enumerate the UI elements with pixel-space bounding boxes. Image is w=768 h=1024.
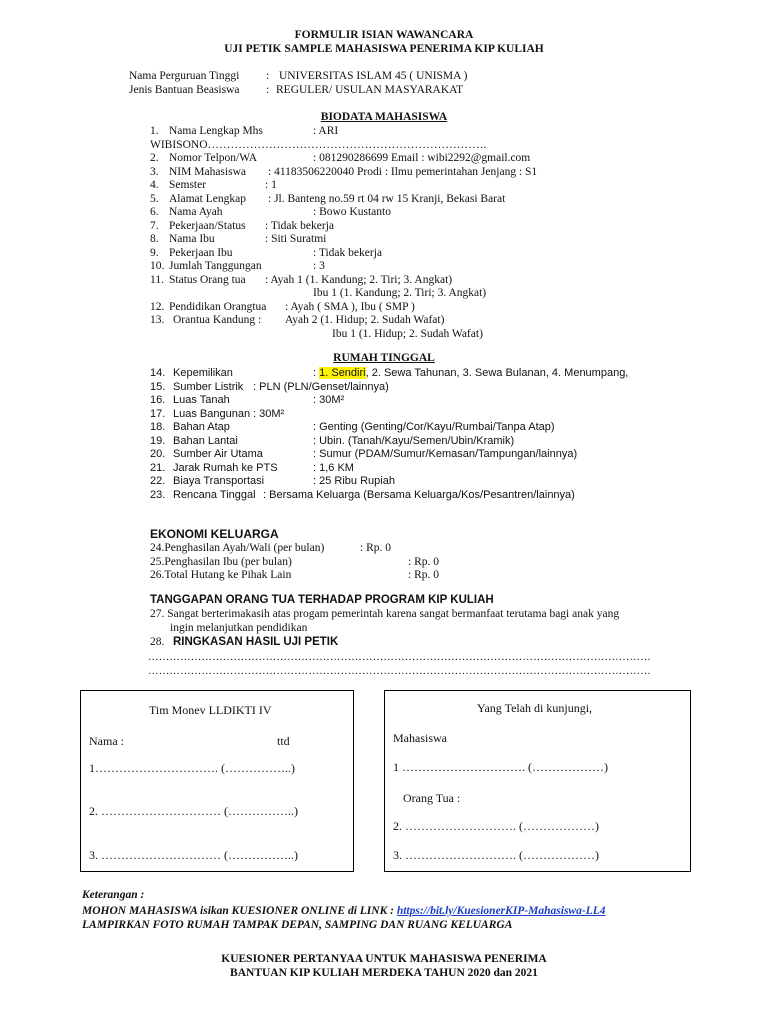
institution-label: Nama Perguruan Tinggi [129, 70, 240, 82]
biodata-label: Semster [169, 179, 207, 191]
biodata-label: Nama Ibu [169, 233, 215, 245]
rumah-label: Kepemilikan [173, 367, 233, 379]
tanggapan-27: 27. Sangat berterimakasih atas progam pemerintah karena sangat bermanfaat terutama bagi anak yang [150, 608, 620, 620]
rumah-value: : Ubin. (Tanah/Kayu/Semen/Ubin/Kramik) [313, 434, 515, 447]
ekonomi-24-label: 24.Penghasilan Ayah/Wali (per bulan) [150, 542, 325, 554]
biodata-num: 2. [150, 152, 159, 164]
visited-line-1: 1 …………………………. (………………) [393, 760, 608, 774]
rumah-num: 19. [150, 434, 166, 447]
rumah-label: Rencana Tinggal [173, 488, 256, 501]
biodata-value: : Bowo Kustanto [313, 206, 391, 218]
ekonomi-25-label: 25.Penghasilan Ibu (per bulan) [150, 556, 292, 568]
biodata-label: Pekerjaan/Status [169, 219, 246, 232]
biodata-label: Pekerjaan Ibu [169, 246, 233, 259]
monev-line-2: 2. ………………………… (……………..) [89, 804, 298, 818]
tanggapan-heading: TANGGAPAN ORANG TUA TERHADAP PROGRAM KIP KULIAH [150, 594, 494, 606]
form-subtitle: UJI PETIK SAMPLE MAHASISWA PENERIMA KIP KULIAH [224, 43, 544, 55]
biodata-label: Pendidikan Orangtua [169, 300, 267, 313]
institution-sep: : [266, 70, 270, 82]
rumah-num: 23. [150, 488, 166, 501]
biodata-num: 8. [150, 233, 159, 245]
mohon-line [82, 904, 605, 918]
rumah-num: 14. [150, 367, 166, 379]
tanggapan-27b: ingin melanjutkan pendidikan [170, 622, 308, 634]
biodata-num: 5. [150, 192, 159, 205]
rumah-label: Jarak Rumah ke PTS [173, 461, 278, 474]
ringkasan-dots-2: …………………………………………………………………………………………………………………………… [148, 666, 651, 677]
visited-ortu-label: Orang Tua : [403, 791, 461, 805]
ekonomi-26-label: 26.Total Hutang ke Pihak Lain [150, 569, 292, 581]
rumah-value: : Bersama Keluarga (Bersama Keluarga/Kos/Pesantren/lainnya) [263, 488, 575, 501]
rumah-label: Sumber Air Utama [173, 448, 263, 460]
rumah-num: 17. [150, 407, 166, 420]
bottom-title-1: KUESIONER PERTANYAA UNTUK MAHASISWA PENERIMA [221, 953, 547, 965]
monev-title: Tim Monev LLDIKTI IV [149, 703, 272, 717]
ekonomi-heading: EKONOMI KELUARGA [150, 527, 279, 541]
rumah-label: Bahan Lantai [173, 434, 238, 447]
monev-ttd-label: ttd [277, 734, 290, 748]
biodata-num: 9. [150, 246, 159, 259]
biodata-label: Status Orang tua [169, 273, 246, 286]
biodata-value: : Ayah ( SMA ), Ibu ( SMP ) [285, 300, 415, 313]
ekonomi-26-value: : Rp. 0 [408, 569, 439, 581]
bottom-title-2: BANTUAN KIP KULIAH MERDEKA TAHUN 2020 dan 2021 [230, 967, 538, 979]
mohon-text: MOHON MAHASISWA isikan KUESIONER ONLINE di LINK : [82, 905, 397, 917]
scholarship-value: REGULER/ USULAN MASYARAKAT [276, 84, 464, 96]
rumah-label: Biaya Transportasi [173, 475, 265, 487]
visited-mahasiswa-label: Mahasiswa [393, 731, 447, 745]
biodata-label: Orantua Kandung : [173, 314, 262, 326]
biodata-label: WIBISONO………………………………………………………………. [150, 138, 487, 151]
biodata-num: 1. [150, 125, 159, 137]
biodata-value: : Jl. Banteng no.59 rt 04 rw 15 Kranji, Bekasi Barat [268, 192, 506, 205]
scholarship-sep: : [266, 84, 270, 96]
biodata-num: 6. [150, 206, 159, 218]
rumah-value: : 25 Ribu Rupiah [313, 475, 395, 487]
kuesioner-link[interactable]: https://bit.ly/KuesionerKIP-Mahasiswa-LL4 [396, 905, 606, 917]
ringkasan-heading: RINGKASAN HASIL UJI PETIK [173, 636, 339, 648]
rumah-num: 16. [150, 394, 166, 406]
biodata-value: : 41183506220040 Prodi : Ilmu pemerintahan Jenjang : S1 [268, 165, 538, 178]
scholarship-label: Jenis Bantuan Beasiswa [129, 84, 240, 96]
biodata-value: : Ayah 1 (1. Kandung; 2. Tiri; 3. Angkat) [265, 273, 453, 286]
monev-nama-label: Nama : [89, 734, 124, 748]
rumah-label: Sumber Listrik [173, 380, 244, 393]
lampirkan-text: LAMPIRKAN FOTO RUMAH TAMPAK DEPAN, SAMPING DAN RUANG KELUARGA [82, 919, 513, 931]
biodata-label: Nama Ayah [169, 206, 223, 218]
selected-option-highlight: 1. Sendiri [319, 367, 366, 379]
biodata-label: Alamat Lengkap [169, 192, 246, 205]
monev-line-1: 1…………………………. (……………..) [89, 761, 295, 775]
rumah-label: Bahan Atap [173, 421, 230, 433]
rumah-value: : Genting (Genting/Cor/Kayu/Rumbai/Tanpa Atap) [313, 421, 555, 433]
keterangan-label: Keterangan : [82, 889, 145, 901]
biodata-value: : 3 [313, 260, 325, 272]
rumah-value-rest: , 2. Sewa Tahunan, 3. Sewa Bulanan, 4. Menumpang, [365, 367, 629, 379]
biodata-heading: BIODATA MAHASISWA [320, 111, 448, 123]
rumah-num: 22. [150, 475, 166, 487]
biodata-value: Ayah 2 (1. Hidup; 2. Sudah Wafat) [285, 314, 445, 326]
biodata-value: Ibu 1 (1. Kandung; 2. Tiri; 3. Angkat) [313, 287, 487, 299]
rumah-num: 21. [150, 461, 166, 474]
biodata-label: NIM Mahasiswa [169, 165, 246, 178]
rumah-value: : 30M² [253, 407, 285, 420]
biodata-value: : 1 [265, 179, 277, 191]
ekonomi-25-value: : Rp. 0 [408, 556, 439, 568]
rumah-value [313, 366, 628, 380]
visited-title: Yang Telah di kunjungi, [477, 701, 593, 715]
biodata-value: : ARI [313, 125, 339, 137]
monev-line-3: 3. ………………………… (……………..) [89, 848, 298, 862]
ekonomi-24-value: : Rp. 0 [360, 542, 391, 554]
biodata-value: : Siti Suratmi [265, 233, 327, 245]
biodata-num: 7. [150, 219, 159, 232]
rumah-value: : 30M² [313, 394, 345, 406]
biodata-num: 4. [150, 179, 159, 191]
biodata-label: Jumlah Tanggungan [169, 260, 262, 272]
rumah-num: 15. [150, 380, 166, 393]
rumah-label: Luas Tanah [173, 394, 230, 406]
rumah-num: 20. [150, 448, 166, 460]
biodata-label: Nama Lengkap Mhs [169, 125, 263, 137]
institution-value: UNIVERSITAS ISLAM 45 ( UNISMA ) [279, 70, 468, 82]
visited-line-2: 2. ………………………. (………………) [393, 819, 599, 833]
biodata-value: : 081290286699 Email : wibi2292@gmail.com [313, 152, 531, 164]
biodata-value: : Tidak bekerja [265, 219, 334, 232]
biodata-num: 13. [150, 314, 165, 326]
rumah-num: 18. [150, 421, 166, 433]
rumah-value: : PLN (PLN/Genset/lainnya) [253, 380, 389, 393]
form-title: FORMULIR ISIAN WAWANCARA [294, 29, 474, 41]
monev-signature-box [80, 690, 354, 872]
ringkasan-dots-1: …………………………………………………………………………………………………………………………… [148, 652, 651, 663]
visited-line-3: 3. ………………………. (………………) [393, 848, 599, 862]
biodata-num: 10. [150, 260, 165, 272]
biodata-value: Ibu 1 (1. Hidup; 2. Sudah Wafat) [332, 327, 483, 340]
rumah-label: Luas Bangunan [173, 407, 251, 420]
ringkasan-num: 28. [150, 636, 165, 648]
biodata-label: Nomor Telpon/WA [169, 152, 258, 164]
rumah-value: : 1,6 KM [313, 461, 354, 474]
biodata-num: 11. [150, 273, 164, 286]
rumah-value: : Sumur (PDAM/Sumur/Kemasan/Tampungan/lainnya) [313, 448, 578, 460]
rumah-heading: RUMAH TINGGAL [333, 352, 435, 364]
biodata-num: 12. [150, 300, 165, 313]
visited-signature-box [384, 690, 691, 872]
rumah-value-prefix: : [313, 367, 320, 379]
biodata-value: : Tidak bekerja [313, 246, 382, 259]
biodata-num: 3. [150, 165, 159, 178]
